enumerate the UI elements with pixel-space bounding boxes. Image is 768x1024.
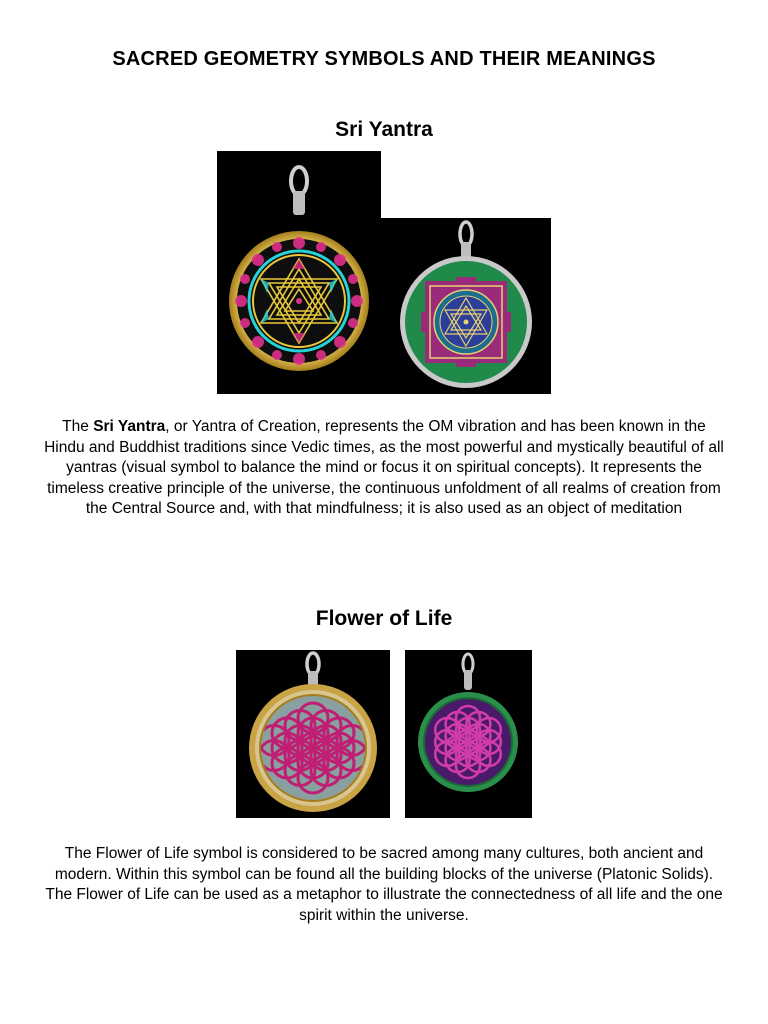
sri-yantra-description-body: , or Yantra of Creation, represents the OM vibration and has been known in the Hindu and Buddhist traditions since Vedic times, as the most powerful and mystically beautiful of all yantras (visual symbol to balance the mind or focus it on spiritual concepts). It represents the timeless creative principle of the universe, the continuous unfoldment of all realms of creation from the Central Source and, with that mindfulness; it is also used as an object of meditation — [44, 418, 724, 517]
sri-yantra-description-lead: The — [62, 418, 94, 435]
flower-of-life-description: The Flower of Life symbol is considered to be sacred among many cultures, both ancient and modern. Within this symbol can be found all the building blocks of the universe (Platonic Solids). The Flower of Life can be used as a metaphor to illustrate the connectedness of all life and the one spirit within the universe. — [45, 845, 723, 924]
flower-of-life-pendant-green-icon — [405, 650, 532, 818]
sri-yantra-pendant-green-icon — [381, 218, 551, 394]
sri-yantra-heading: Sri Yantra — [335, 118, 433, 141]
sri-yantra-description — [40, 417, 728, 520]
flower-of-life-heading: Flower of Life — [315, 607, 453, 630]
sri-yantra-pendant-round-icon — [217, 151, 381, 394]
document-title: SACRED GEOMETRY SYMBOLS AND THEIR MEANINGS — [112, 48, 656, 70]
sri-yantra-bold-term: Sri Yantra — [93, 418, 166, 435]
flower-of-life-pendant-gold-icon — [236, 650, 390, 818]
